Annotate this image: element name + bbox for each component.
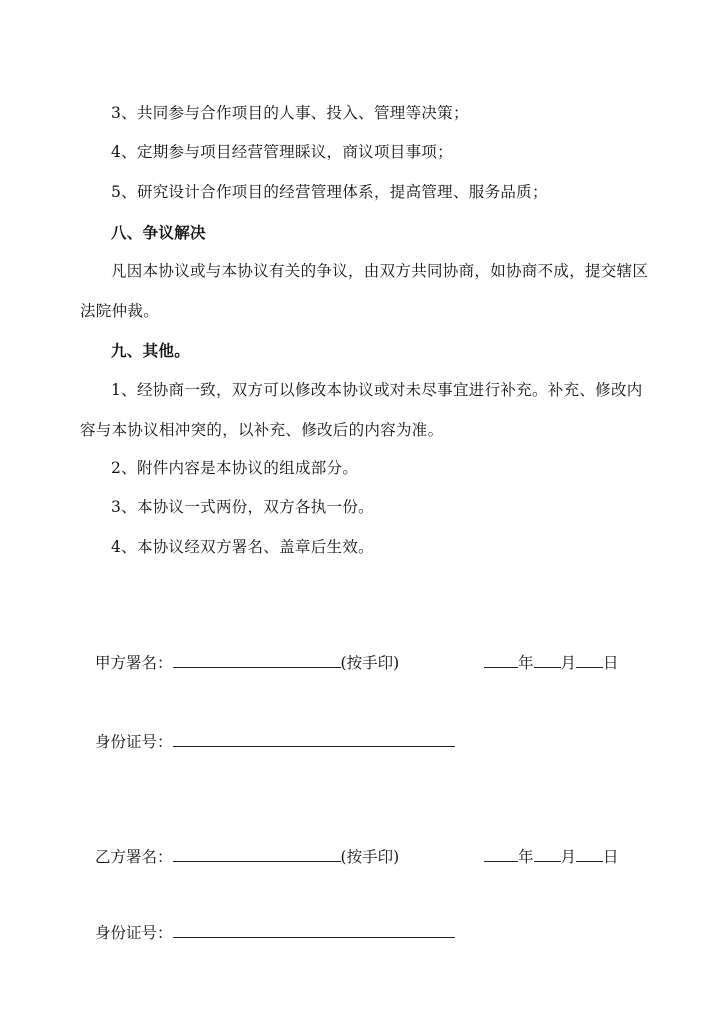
party-b-id-label: 身份证号： <box>95 924 173 942</box>
section-9-item-1: 1、经协商一致，双方可以修改本协议或对未尽事宜进行补充。补充、修改内容与本协议相冲突的，以补充、修改后的内容为准。 <box>80 381 643 439</box>
clause-item-5: 5、研究设计合作项目的经营管理体系，提高管理、服务品质； <box>111 183 548 201</box>
month-blank[interactable] <box>534 845 561 862</box>
section-8-heading: 八、争议解决 <box>111 223 206 242</box>
party-b-id-line[interactable] <box>173 921 455 938</box>
year-label: 年 <box>518 654 534 672</box>
year-blank[interactable] <box>484 651 518 668</box>
section-9-heading: 九、其他。 <box>111 341 191 360</box>
party-a-date <box>484 651 619 673</box>
month-blank[interactable] <box>534 651 561 668</box>
party-b-signature-row <box>95 845 399 867</box>
party-a-id-label: 身份证号： <box>95 733 173 751</box>
party-b-id-row <box>95 921 455 943</box>
party-b-label: 乙方署名： <box>95 848 173 866</box>
party-a-id-line[interactable] <box>173 730 455 747</box>
fingerprint-note: (按手印) <box>340 848 400 866</box>
section-8-body: 凡因本协议或与本协议有关的争议，由双方共同协商，如协商不成，提交辖区法院仲裁。 <box>80 262 649 320</box>
fingerprint-note: (按手印) <box>340 654 400 672</box>
day-label: 日 <box>603 654 619 672</box>
day-label: 日 <box>603 848 619 866</box>
party-b-date <box>484 845 619 867</box>
section-9-item-2: 2、附件内容是本协议的组成部分。 <box>111 459 359 477</box>
party-a-label: 甲方署名： <box>95 654 173 672</box>
party-a-signature-row <box>95 651 399 673</box>
year-blank[interactable] <box>484 845 518 862</box>
clause-item-3: 3、共同参与合作项目的人事、投入、管理等决策； <box>111 104 469 122</box>
day-blank[interactable] <box>576 651 603 668</box>
month-label: 月 <box>560 654 577 672</box>
year-label: 年 <box>518 848 534 866</box>
month-label: 月 <box>560 848 577 866</box>
party-a-signature-line[interactable] <box>173 651 341 668</box>
day-blank[interactable] <box>576 845 603 862</box>
section-9-item-4: 4、本协议经双方署名、盖章后生效。 <box>111 538 374 556</box>
party-a-id-row <box>95 730 455 752</box>
section-9-item-3: 3、本协议一式两份，双方各执一份。 <box>111 498 374 516</box>
clause-item-4: 4、定期参与项目经营管理睬议，商议项目事项； <box>111 143 453 161</box>
party-b-signature-line[interactable] <box>173 845 341 862</box>
